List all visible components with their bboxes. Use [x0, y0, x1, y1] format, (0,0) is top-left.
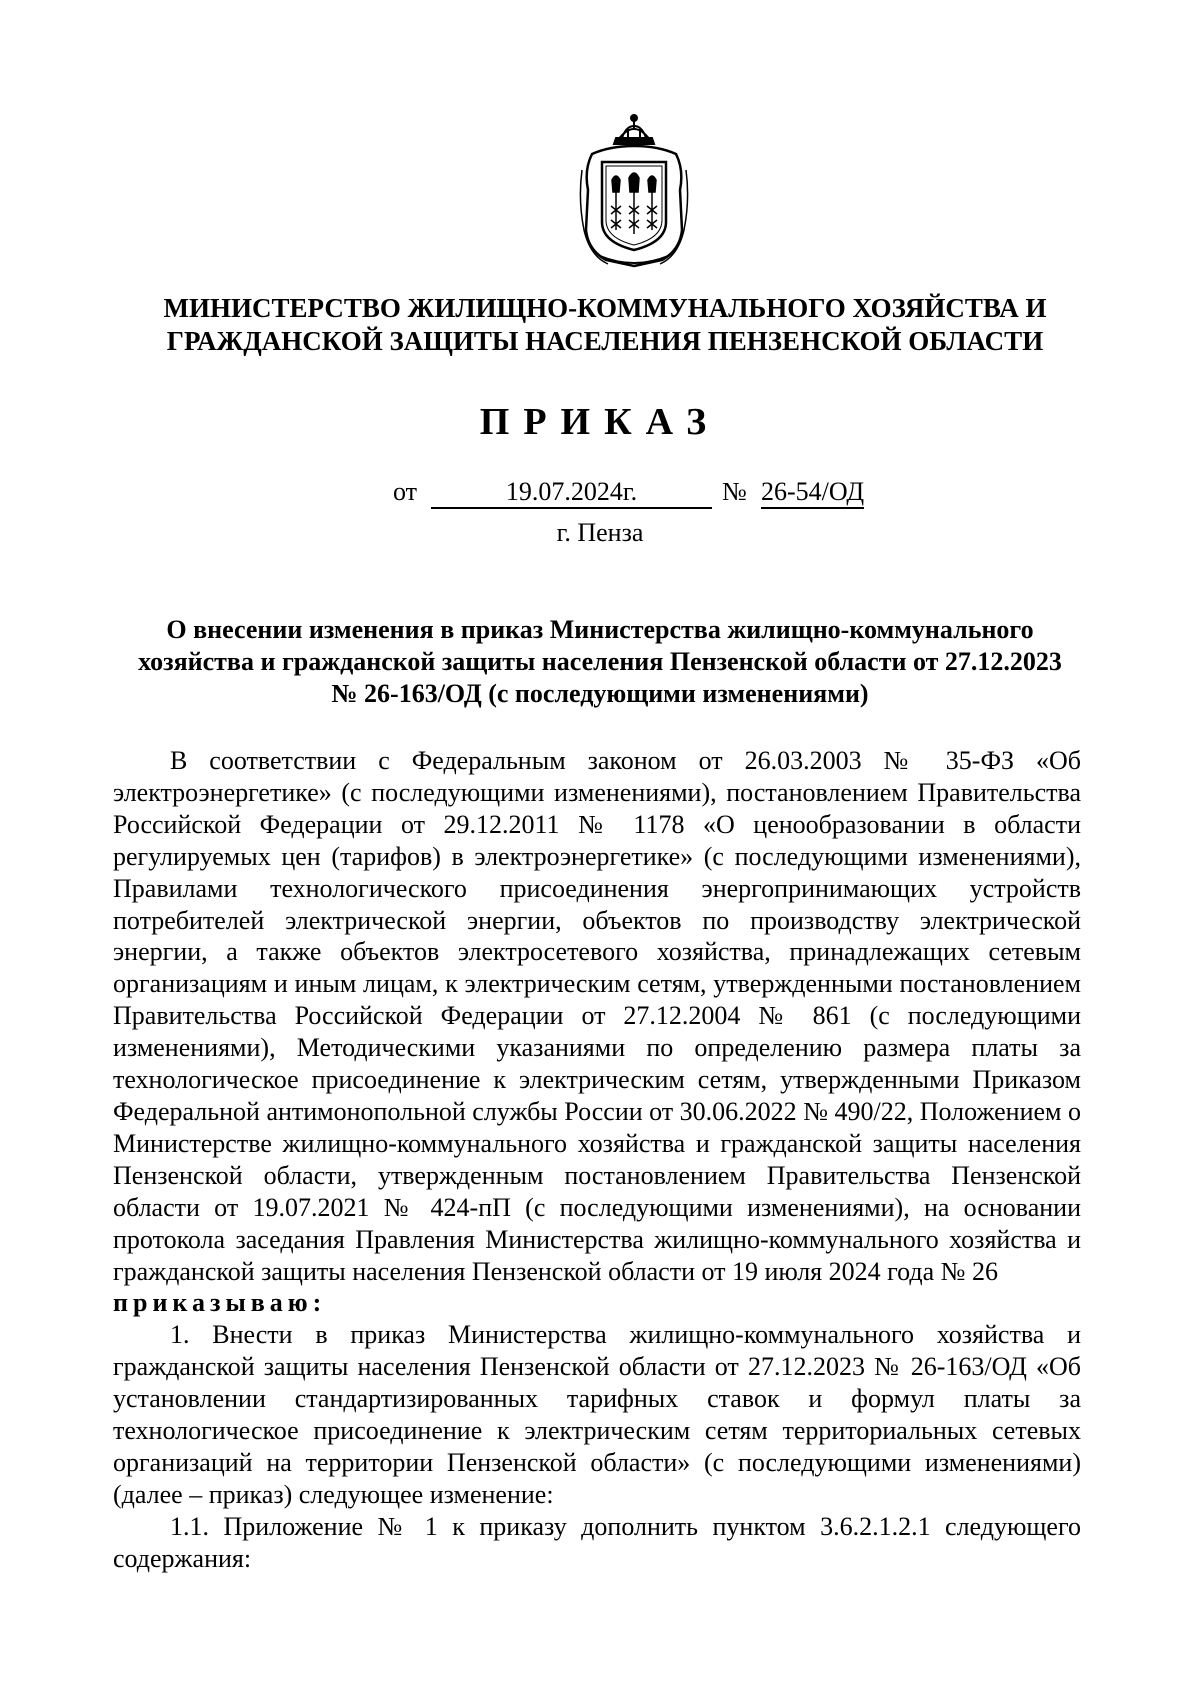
date-prefix-label: от: [393, 477, 418, 506]
item-1-paragraph: 1. Внести в приказ Министерства жилищно-коммунального хозяйства и гражданской защиты населения Пензенской области от 27.12.2023 № 26-163/ОД «Об установлении стандартизированных тарифных ставок и формул платы за технологическое присоединение к электрическим сетям территориальных сетевых организаций на территории Пензенской области» (с последующими изменениями) (далее – приказ) следующее изменение:: [113, 1320, 1081, 1509]
ministry-name-line1: МИНИСТЕРСТВО ЖИЛИЩНО-КОММУНАЛЬНОГО ХОЗЯЙСТВА И: [163, 293, 1047, 323]
order-number: 26-54/ОД: [761, 477, 864, 509]
subject-line3: № 26-163/ОД (с последующими изменениями): [331, 679, 869, 708]
ministry-name-line2: ГРАЖДАНСКОЙ ЗАЩИТЫ НАСЕЛЕНИЯ ПЕНЗЕНСКОЙ ОБЛАСТИ: [166, 326, 1044, 356]
document-type-title: ПРИКАЗ: [479, 401, 721, 443]
ministry-name: [150, 292, 1060, 358]
coat-of-arms-icon: [578, 110, 690, 268]
order-date: 19.07.2024г.: [431, 477, 712, 509]
number-label: №: [722, 477, 747, 506]
item-1-1-paragraph: 1.1. Приложение № 1 к приказу дополнить пунктом 3.6.2.1.2.1 следующего содержания:: [113, 1511, 1081, 1573]
preamble-paragraph: В соответствии с Федеральным законом от 26.03.2003 № 35-ФЗ «Об электроэнергетике» (с последующими изменениями), постановлением Правительства Российской Федерации от 29.12.2011 № 1178 «О ценообразовании в области регулируемых цен (тарифов) в электроэнергетике» (с последующими изменениями), Правилами технологического присоединения энергопринимающих устройств потребителей электрической энергии, объектов по производству электрической энергии, а также объектов электросетевого хозяйства, принадлежащих сетевым организациям и иным лицам, к электрическим сетям, утвержденными постановлением Правительства Российской Федерации от 27.12.2004 № 861 (с последующими изменениями), Методическими указаниями по определению размера платы за технологическое присоединение к электрическим сетям, утвержденными Приказом Федеральной антимонопольной службы России от 30.06.2022 № 490/22, Положением о Министерстве жилищно-коммунального хозяйства и гражданской защиты населения Пензенской области, утвержденным постановлением Правительства Пензенской области от 19.07.2021 № 424-пП (с последующими изменениями), на основании протокола заседания Правления Министерства жилищно-коммунального хозяйства и гражданской защиты населения Пензенской области от 19 июля 2024 года № 26: [113, 746, 1081, 1286]
order-body: [113, 745, 1081, 1575]
order-directive-word: приказываю:: [113, 1288, 327, 1318]
subject-line2: хозяйства и гражданской защиты населения Пензенской области от 27.12.2023: [138, 647, 1062, 676]
registration-line: [0, 477, 1200, 511]
order-subject: [130, 614, 1070, 710]
subject-line1: О внесении изменения в приказ Министерства жилищно-коммунального: [166, 615, 1034, 644]
city-name: г. Пенза: [556, 518, 644, 547]
